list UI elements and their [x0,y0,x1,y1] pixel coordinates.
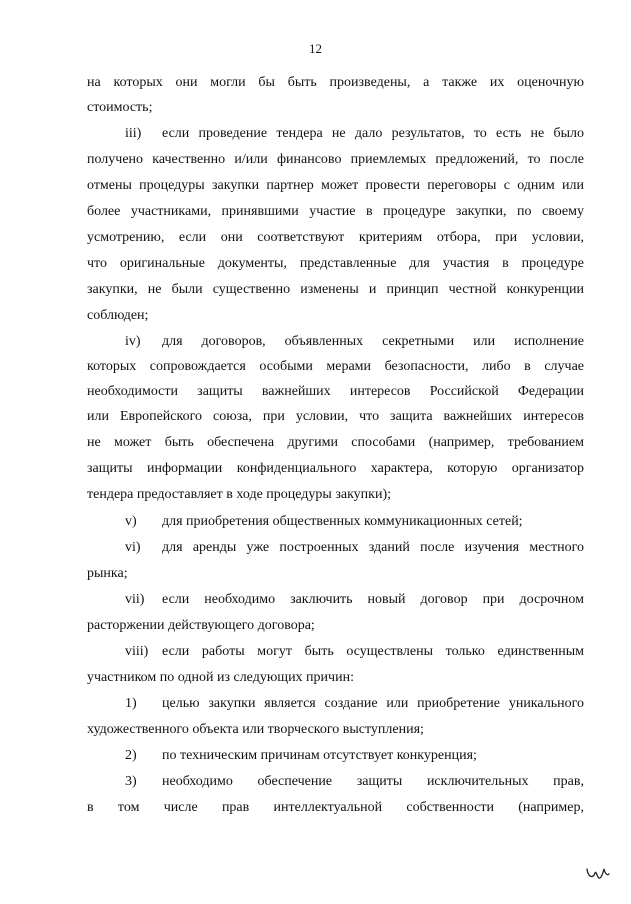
list-item-vii [125,592,584,608]
list-label: 3) [125,774,137,789]
text-line: целью закупки является создание или приобретение уникального [162,696,584,711]
text-line: участником по одной из следующих причин: [87,670,354,685]
list-label: vi) [125,540,141,555]
list-item-iii [125,126,584,142]
text-line: для аренды уже построенных зданий после изучения местного [162,540,584,555]
text-line: художественного объекта или творческого выступления; [87,722,424,737]
text-line: в том числе прав интеллектуальной собственности (например, [87,800,584,815]
text-line: необходимо обеспечение защиты исключительных прав, [162,774,584,789]
list-item-v [125,514,523,530]
handwritten-initials [585,865,611,883]
text-line: не может быть обеспечена другими способами (например, требованием [87,435,584,450]
list-label: v) [125,514,137,529]
list-item-iv [125,334,584,350]
sub-item-3 [125,774,584,790]
text-line: соблюден; [87,308,149,323]
text-line: закупки, не были существенно изменены и принцип честной конкуренции [87,282,584,297]
list-label: viii) [125,644,149,659]
text-line: защиты информации конфиденциального характера, которую организатор [87,461,584,476]
text-line: получено качественно и/или финансово приемлемых предложений, то после [87,152,584,167]
text-line: по техническим причинам отсутствует конкуренция; [162,748,477,763]
text-line: если проведение тендера не дало результатов, то есть не было [162,126,584,141]
text-line: стоимость; [87,100,153,115]
list-label: 1) [125,696,137,711]
list-label: 2) [125,748,137,763]
text-line: что оригинальные документы, представленные для участия в процедуре [87,256,584,271]
text-line: которых сопровождается особыми мерами безопасности, либо в случае [87,359,584,374]
text-line: для приобретения общественных коммуникационных сетей; [162,514,523,529]
text-line: или Европейского союза, при условии, что защита важнейших интересов [87,409,584,424]
text-line: необходимости защиты важнейших интересов Российской Федерации [87,384,584,399]
text-line: тендера предоставляет в ходе процедуры закупки); [87,487,392,502]
text-line: расторжении действующего договора; [87,618,315,633]
list-label: iv) [125,334,141,349]
text-line: рынка; [87,566,128,581]
text-line: если необходимо заключить новый договор при досрочном [162,592,584,607]
text-line: усмотрению, если они соответствуют критериям отбора, при условии, [87,230,584,245]
text-line: для договоров, объявленных секретными или исполнение [162,334,584,349]
list-item-vi [125,540,584,556]
list-label: vii) [125,592,145,607]
list-label: iii) [125,126,142,141]
text-line: более участниками, принявшими участие в процедуре закупки, по своему [87,204,584,219]
list-item-viii [125,644,584,660]
text-line: если работы могут быть осуществлены только единственным [162,644,584,659]
text-line: отмены процедуры закупки партнер может провести переговоры с одним или [87,178,584,193]
sub-item-2 [125,748,477,764]
page-number: 12 [309,41,322,56]
sub-item-1 [125,696,584,712]
text-line: на которых они могли бы быть произведены, а также их оценочную [87,75,584,90]
